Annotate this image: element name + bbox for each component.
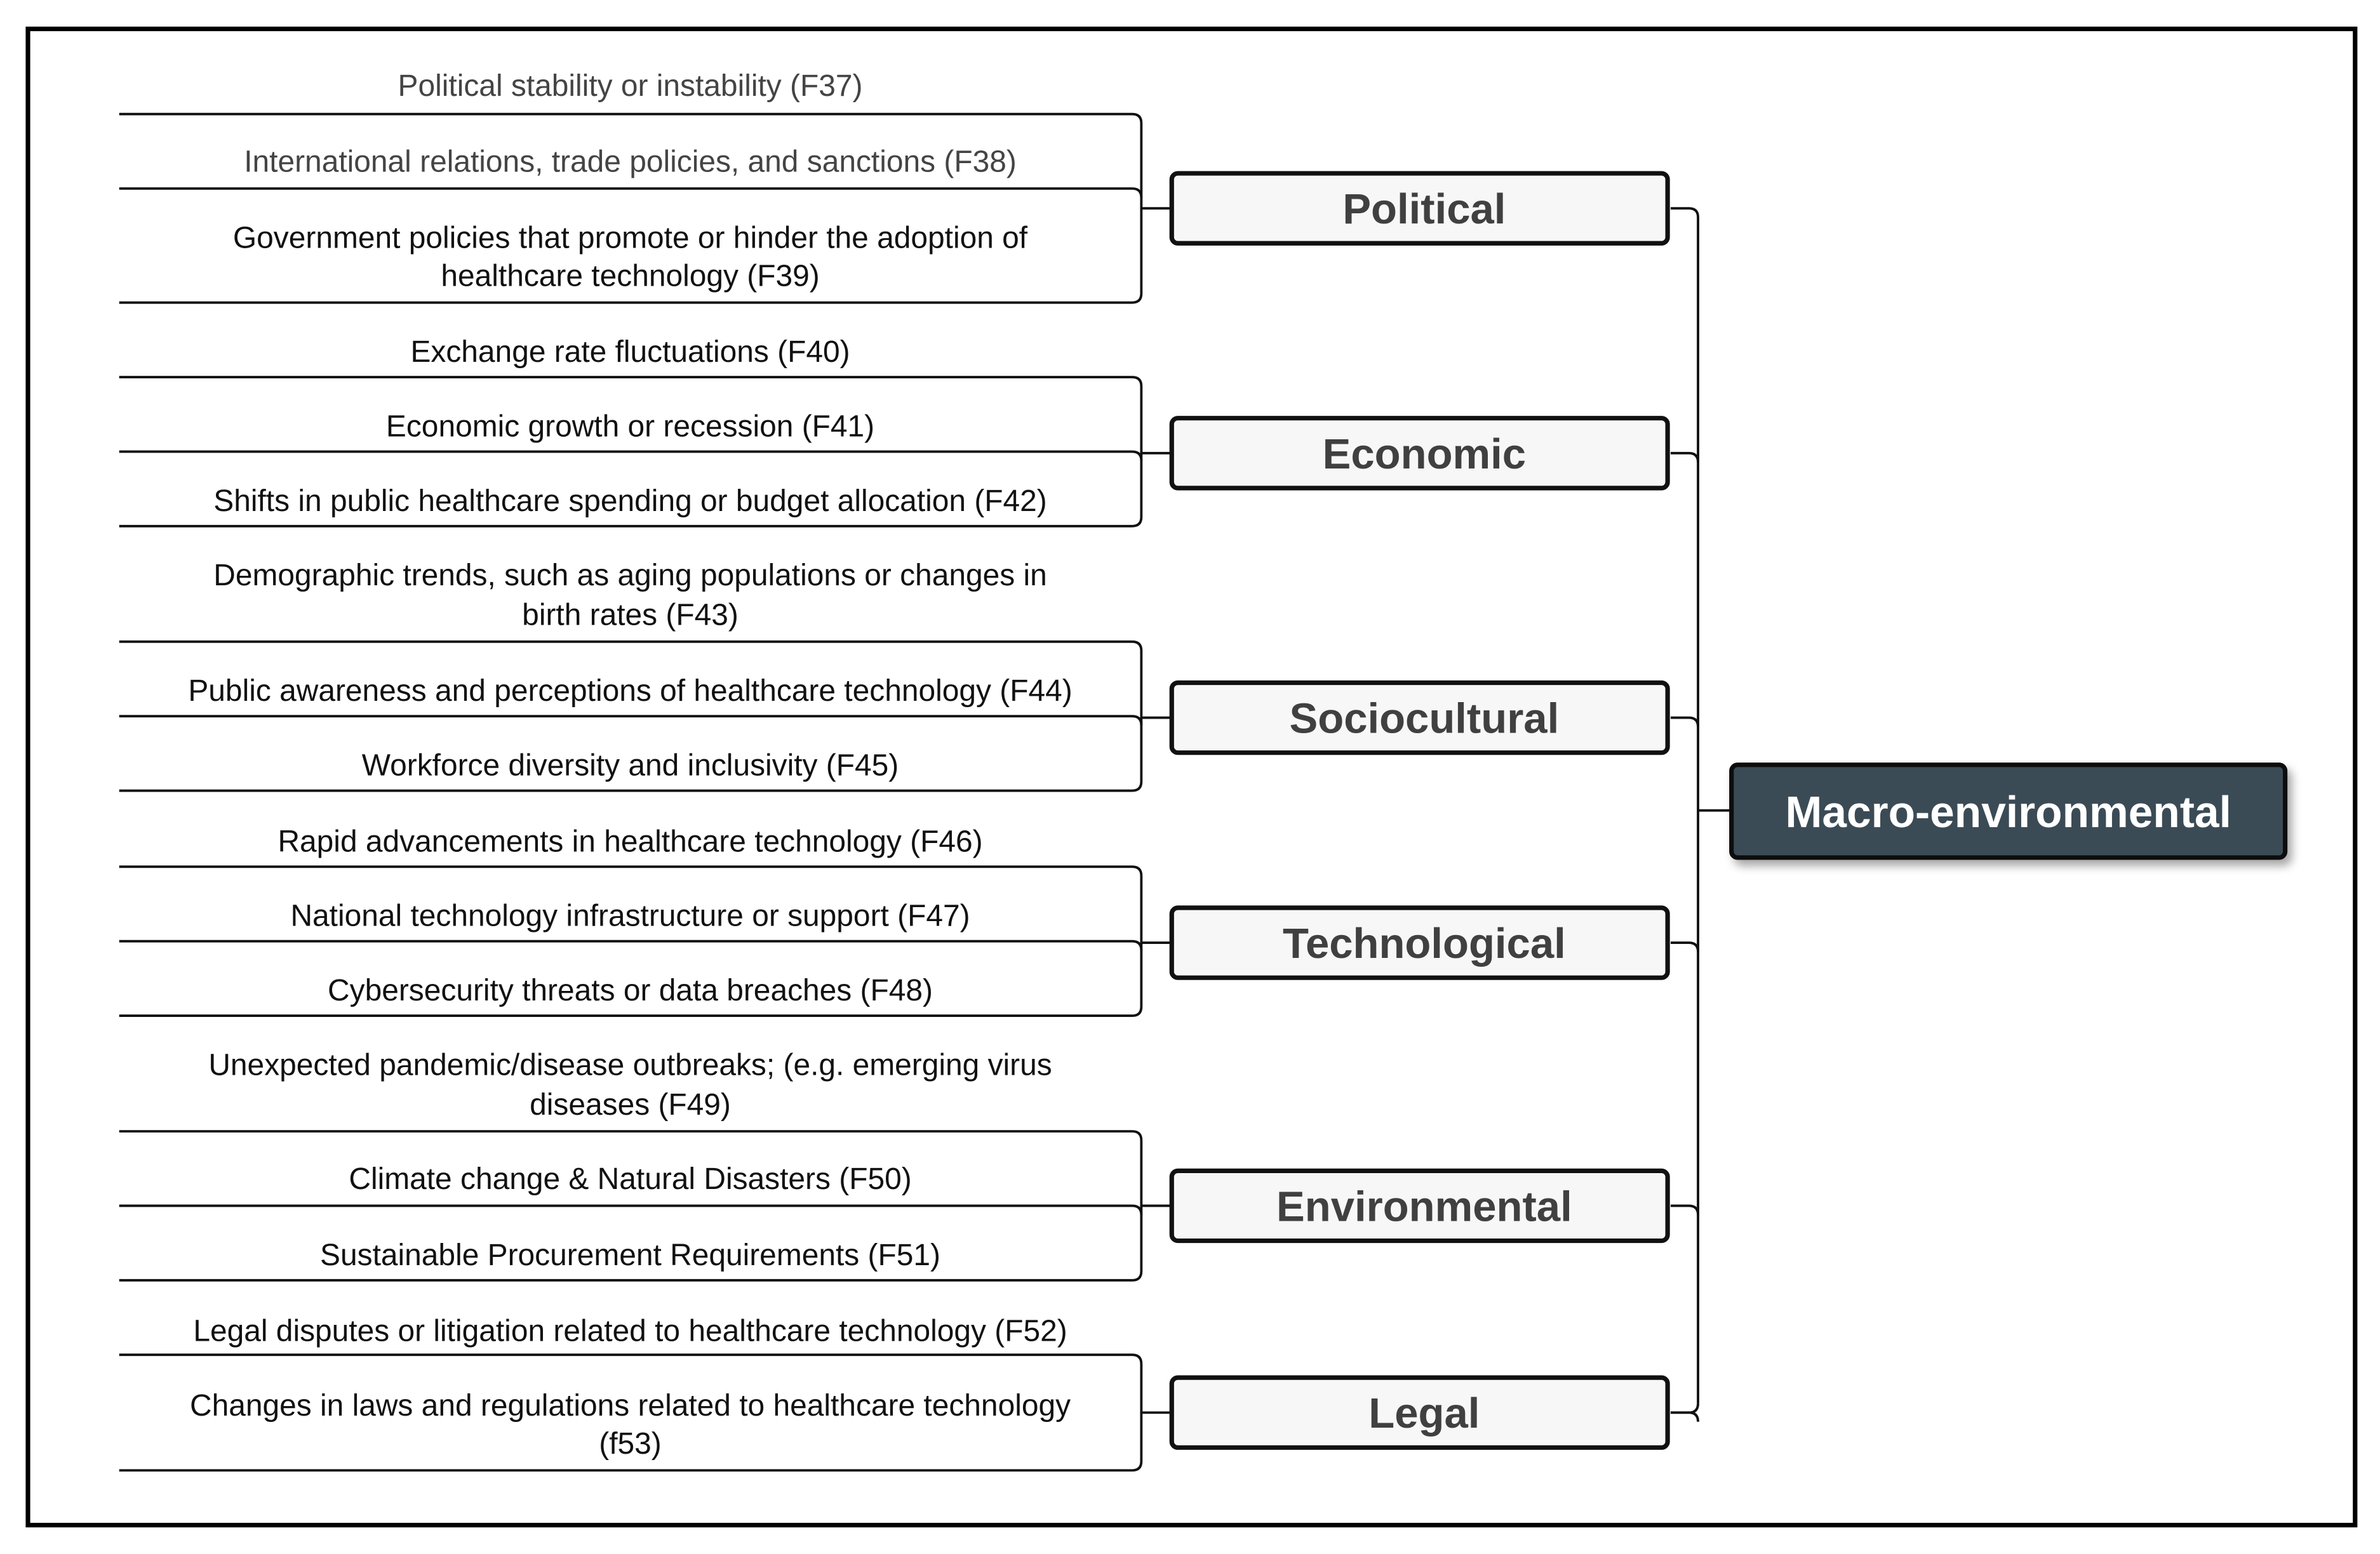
factor-label: Changes in laws and regulations related to healthcare technology [189,1389,1071,1423]
factor-label: Unexpected pandemic/disease outbreaks; (e.g. emerging virus [208,1048,1052,1082]
root-label: Macro-environmental [1785,787,2231,837]
category-label: Political [1342,185,1506,234]
factor-label: National technology infrastructure or support (F47) [290,899,970,933]
factor-label: Demographic trends, such as aging populations or changes in [213,559,1047,593]
category-label: Technological [1282,920,1566,968]
factor-label: Cybersecurity threats or data breaches (F48) [328,974,933,1008]
category-label: Sociocultural [1289,694,1560,743]
factor-label: Public awareness and perceptions of healthcare technology (F44) [188,674,1073,708]
category-label: Legal [1368,1390,1480,1438]
category-label: Economic [1322,430,1527,478]
factor-label: Political stability or instability (F37) [398,69,863,103]
factor-label: Shifts in public healthcare spending or budget allocation (F42) [213,484,1047,518]
factor-label: healthcare technology (F39) [441,259,820,293]
factor-label: (f53) [599,1426,662,1461]
factor-label: Legal disputes or litigation related to healthcare technology (F52) [193,1314,1067,1348]
category-label: Environmental [1276,1183,1572,1231]
factor-label: Sustainable Procurement Requirements (F51) [320,1238,940,1272]
factor-label: Workforce diversity and inclusivity (F45) [361,748,899,783]
factor-label: diseases (F49) [530,1087,731,1122]
root-node [1732,765,2285,858]
factor-label: International relations, trade policies, and sanctions (F38) [244,145,1017,179]
factor-label: Climate change & Natural Disasters (F50) [349,1162,912,1197]
factor-label: Exchange rate fluctuations (F40) [410,335,850,369]
factor-label: Economic growth or recession (F41) [385,409,875,444]
factor-label: birth rates (F43) [522,598,739,632]
factor-label: Rapid advancements in healthcare technology (F46) [277,825,983,859]
factor-label: Government policies that promote or hinder the adoption of [232,221,1028,255]
